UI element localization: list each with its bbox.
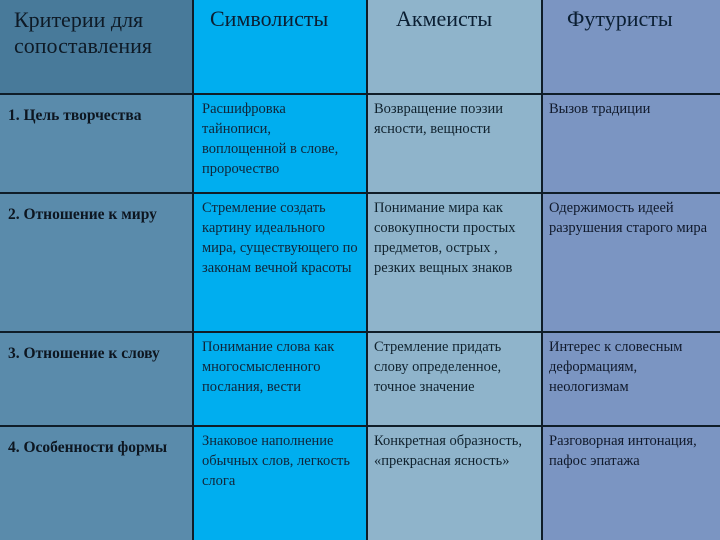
header-symbolists: Символисты (194, 0, 368, 95)
row-3-futurists: Интерес к словесным деформациям, неологизмам (543, 333, 720, 427)
row-4-futurists: Разговорная интонация, пафос эпатажа (543, 427, 720, 540)
row-4-acmeists: Конкретная образность, «прекрасная ясность» (368, 427, 543, 540)
row-3-acmeists: Стремление придать слову определенное, точное значение (368, 333, 543, 427)
row-2-criterion: 2. Отношение к миру (0, 194, 194, 333)
row-3-criterion: 3. Отношение к слову (0, 333, 194, 427)
row-1-symbolists: Расшифровка тайнописи, воплощенной в слове, пророчество (194, 95, 368, 194)
row-4-criterion: 4. Особенности формы (0, 427, 194, 540)
row-1-futurists: Вызов традиции (543, 95, 720, 194)
header-futurists: Футуристы (543, 0, 720, 95)
row-2-futurists: Одержимость идеей разрушения старого мира (543, 194, 720, 333)
row-1-acmeists: Возвращение поэзии ясности, вещности (368, 95, 543, 194)
row-4-symbolists: Знаковое наполнение обычных слов, легкость слога (194, 427, 368, 540)
row-3-symbolists: Понимание слова как многосмысленного послания, вести (194, 333, 368, 427)
row-2-symbolists: Стремление создать картину идеального мира, существующего по законам вечной красоты (194, 194, 368, 333)
header-criteria: Критерии для сопоставления (0, 0, 194, 95)
header-acmeists: Акмеисты (368, 0, 543, 95)
row-1-criterion: 1. Цель творчества (0, 95, 194, 194)
row-2-acmeists: Понимание мира как совокупности простых предметов, острых , резких вещных знаков (368, 194, 543, 333)
